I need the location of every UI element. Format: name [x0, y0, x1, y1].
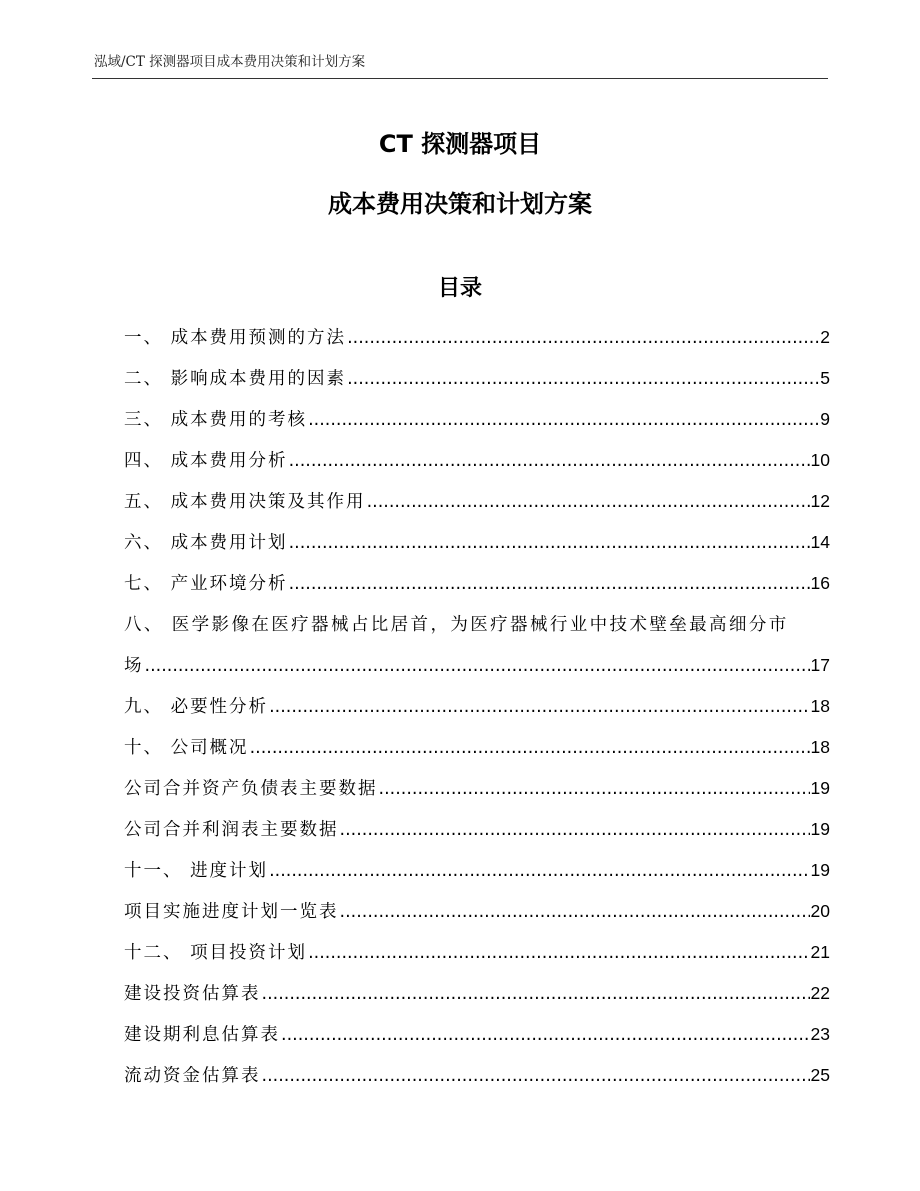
- toc-entry-continuation[interactable]: [124, 650, 830, 680]
- toc-leader-dots: [289, 446, 810, 476]
- toc-entry-page: 18: [810, 696, 830, 716]
- toc-leader-dots: [145, 651, 810, 681]
- toc-entry-label: 十二、 项目投资计划: [124, 943, 308, 963]
- toc-leader-dots: [250, 733, 810, 763]
- toc-entry[interactable]: [124, 322, 830, 352]
- toc-entry-label: 三、 成本费用的考核: [124, 410, 308, 430]
- toc-leader-dots: [308, 405, 819, 435]
- toc-entry[interactable]: [124, 691, 830, 721]
- toc-entry-page: 5: [820, 368, 830, 388]
- toc-entry[interactable]: [124, 978, 830, 1008]
- toc-entry-label: 五、 成本费用决策及其作用: [124, 492, 366, 512]
- toc-entry-page: 12: [810, 491, 830, 511]
- toc-leader-dots: [340, 897, 810, 927]
- toc-entry[interactable]: [124, 1019, 830, 1049]
- toc-entry-label: 二、 影响成本费用的因素: [124, 369, 347, 389]
- toc-entry-page: 19: [810, 860, 830, 880]
- toc-leader-dots: [340, 815, 810, 845]
- toc-entry-label: 六、 成本费用计划: [124, 533, 288, 553]
- toc-entry[interactable]: [124, 445, 830, 475]
- toc-entry-label: 十、 公司概况: [124, 738, 249, 758]
- toc-entry-page: 23: [810, 1024, 830, 1044]
- toc-entry-label: 场: [124, 656, 144, 676]
- toc-entry-page: 10: [810, 450, 830, 470]
- toc-leader-dots: [269, 692, 809, 722]
- toc-entry[interactable]: [124, 732, 830, 762]
- toc-entry-page: 2: [820, 327, 830, 347]
- toc-entry[interactable]: [124, 814, 830, 844]
- document-title-line-2: 成本费用决策和计划方案: [328, 190, 592, 218]
- toc-entry-label: 项目实施进度计划一览表: [124, 902, 339, 922]
- toc-entry-page: 18: [810, 737, 830, 757]
- toc-entry-page: 16: [810, 573, 830, 593]
- document-title-line-1: CT 探测器项目: [378, 130, 542, 158]
- toc-entry-label: 九、 必要性分析: [124, 697, 269, 717]
- toc-entry-label: 公司合并利润表主要数据: [124, 820, 339, 840]
- toc-leader-dots: [269, 856, 809, 886]
- toc-heading: 目录: [437, 276, 482, 301]
- toc-entry-page: 21: [810, 942, 830, 962]
- toc-leader-dots: [347, 364, 819, 394]
- toc-leader-dots: [262, 979, 810, 1009]
- toc-entry-page: 17: [810, 655, 830, 675]
- toc-leader-dots: [281, 1020, 810, 1050]
- toc-entry[interactable]: [124, 527, 830, 557]
- toc-entry[interactable]: [124, 855, 830, 885]
- toc-leader-dots: [367, 487, 810, 517]
- toc-entry-label: 四、 成本费用分析: [124, 451, 288, 471]
- toc-entry[interactable]: [124, 937, 830, 967]
- toc-entry[interactable]: [124, 773, 830, 803]
- toc-entry[interactable]: [124, 404, 830, 434]
- toc-entry-page: 20: [810, 901, 830, 921]
- toc-entry-page: 25: [810, 1065, 830, 1085]
- toc-entry[interactable]: [124, 1060, 830, 1090]
- toc-entry-label: 流动资金估算表: [124, 1066, 261, 1086]
- toc-entry-page: 14: [810, 532, 830, 552]
- toc-entry[interactable]: [124, 568, 830, 598]
- toc-leader-dots: [262, 1061, 810, 1091]
- toc-entry-page: 19: [810, 778, 830, 798]
- toc-entry-label: 一、 成本费用预测的方法: [124, 328, 347, 348]
- toc-leader-dots: [289, 528, 810, 558]
- running-header: 泓域/CT 探测器项目成本费用决策和计划方案: [94, 54, 366, 70]
- toc-entry-page: 9: [820, 409, 830, 429]
- toc-entry[interactable]: [124, 896, 830, 926]
- toc-entry-page: 22: [810, 983, 830, 1003]
- toc-leader-dots: [347, 323, 819, 353]
- toc-entry-label: 建设投资估算表: [124, 984, 261, 1004]
- toc-entry-label: 八、 医学影像在医疗器械占比居首，为医疗器械行业中技术壁垒最高细分市: [124, 615, 789, 635]
- toc-leader-dots: [289, 569, 810, 599]
- toc-entry-label: 十一、 进度计划: [124, 861, 269, 881]
- toc-leader-dots: [379, 774, 810, 804]
- toc-entry-page: 19: [810, 819, 830, 839]
- toc-entry-wrapped[interactable]: [124, 609, 830, 639]
- toc-entry[interactable]: [124, 486, 830, 516]
- toc-entry-label: 公司合并资产负债表主要数据: [124, 779, 378, 799]
- header-divider: [92, 78, 828, 79]
- toc-entry[interactable]: [124, 363, 830, 393]
- toc-entry-label: 七、 产业环境分析: [124, 574, 288, 594]
- toc-leader-dots: [308, 938, 809, 968]
- toc-entry-label: 建设期利息估算表: [124, 1025, 280, 1045]
